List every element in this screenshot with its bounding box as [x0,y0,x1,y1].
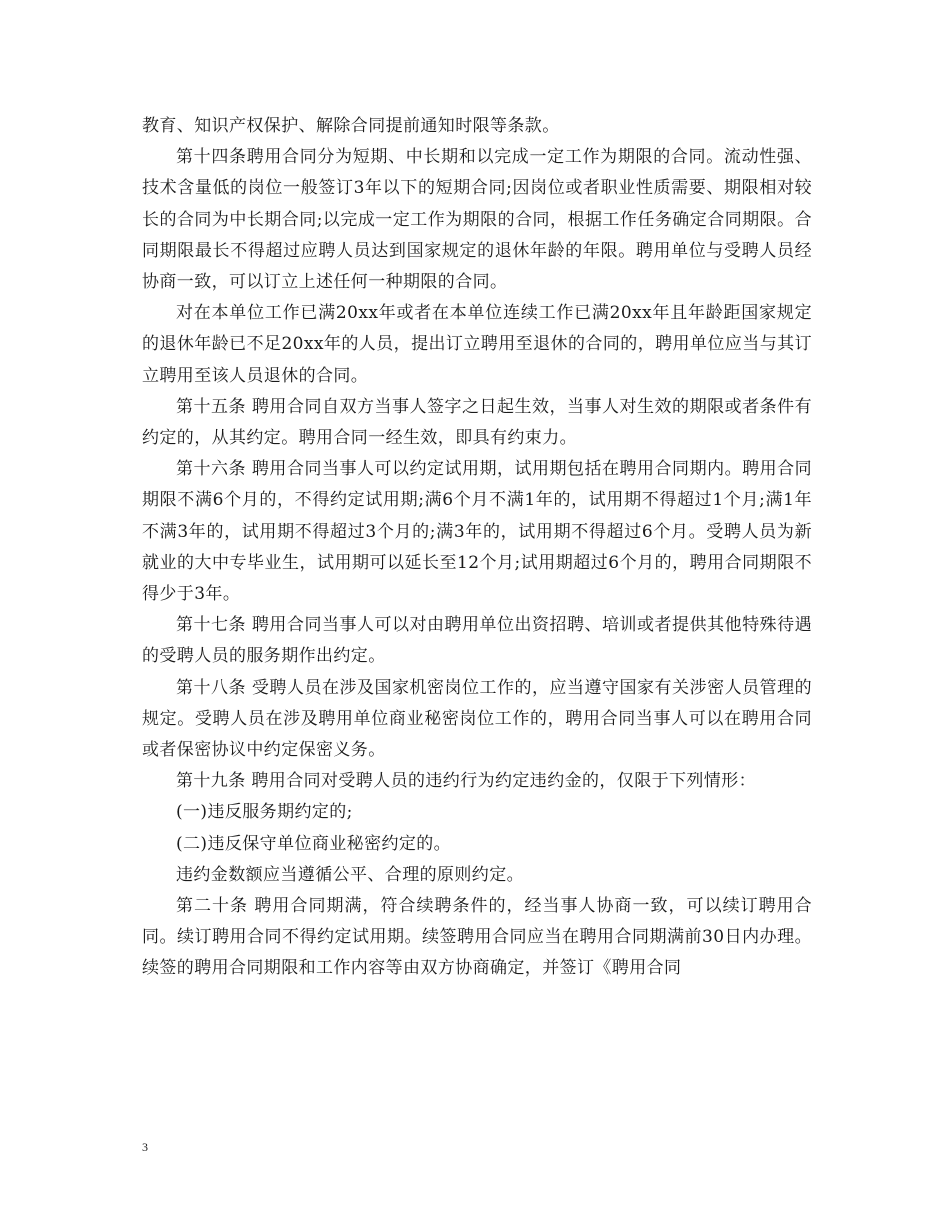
paragraph-article-15: 第十五条 聘用合同自双方当事人签字之日起生效，当事人对生效的期限或者条件有约定的，从其约定。聘用合同一经生效，即具有约束力。 [142,396,812,449]
paragraph-article-20: 第二十条 聘用合同期满，符合续聘条件的，经当事人协商一致，可以续订聘用合同。续订聘用合同不得约定试用期。续签聘用合同应当在聘用合同期满前30日内办理。续签的聘用合同期限和工作内容等由双方协商确定，并签订《聘用合同 [142,896,812,979]
list-item-2: (二)违反保守单位商业秘密约定的。 [176,833,452,854]
document-body [142,111,812,985]
paragraph-article-17: 第十七条 聘用合同当事人可以对由聘用单位出资招聘、培训或者提供其他特殊待遇的受聘人员的服务期作出约定。 [142,615,812,667]
paragraph-article-16: 第十六条 聘用合同当事人可以约定试用期，试用期包括在聘用合同期内。聘用合同期限不满6个月的，不得约定试用期;满6个月不满1年的，试用期不得超过1个月;满1年不满3年的，试用期不得超过3个月的;满3年的，试用期不得超过6个月。受聘人员为新就业的大中专毕业生，试用期可以延长至12个月;试用期超过6个月的，聘用合同期限不得少于3年。 [142,459,812,605]
paragraph-article-18: 第十八条 受聘人员在涉及国家机密岗位工作的，应当遵守国家有关涉密人员管理的规定。受聘人员在涉及聘用单位商业秘密岗位工作的，聘用合同当事人可以在聘用合同或者保密协议中约定保密义务。 [142,677,812,761]
paragraph-penalty-principle: 违约金数额应当遵循公平、合理的原则约定。 [176,864,524,885]
list-item-1: (一)违反服务期约定的; [176,802,353,823]
paragraph-article-14: 第十四条聘用合同分为短期、中长期和以完成一定工作为期限的合同。流动性强、技术含量低的岗位一般签订3年以下的短期合同;因岗位或者职业性质需要、期限相对较长的合同为中长期合同;以完成一定工作为期限的合同，根据工作任务确定合同期限。合同期限最长不得超过应聘人员达到国家规定的退休年龄的年限。聘用单位与受聘人员经协商一致，可以订立上述任何一种期限的合同。 [142,147,812,293]
page-number: 3 [142,1140,148,1154]
paragraph-retirement-contract: 对在本单位工作已满20xx年或者在本单位连续工作已满20xx年且年龄距国家规定的退休年龄已不足20xx年的人员，提出订立聘用至退休的合同的，聘用单位应当与其订立聘用至该人员退休的合同。 [142,303,812,386]
paragraph-article-19: 第十九条 聘用合同对受聘人员的违约行为约定违约金的，仅限于下列情形： [176,771,757,792]
paragraph-continuation: 教育、知识产权保护、解除合同提前通知时限等条款。 [142,116,560,136]
